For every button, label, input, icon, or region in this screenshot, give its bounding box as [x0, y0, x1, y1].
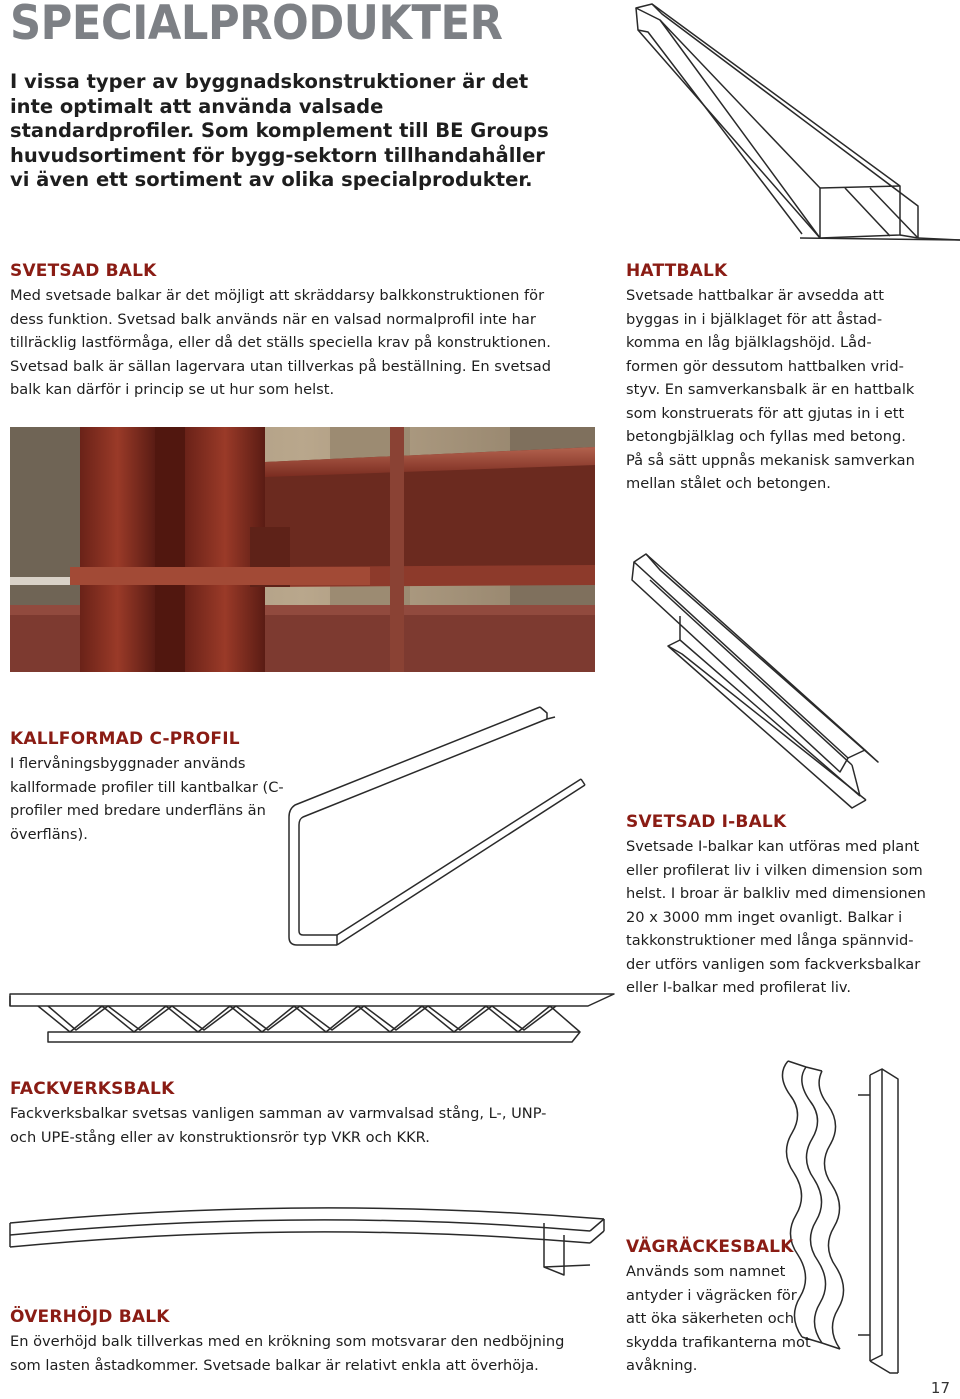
vagrackesbalk-heading: VÄGRÄCKESBALK	[626, 1237, 794, 1257]
svetsad-i-balk-text: Svetsade I-balkar kan utföras med plant eller profilerat liv i vilken dimension som helst. I broar är balkliv med dimensionen 20 x 3000 mm inget ovanligt. Balkar i takkonstruktioner med långa spännvid-der utförs vanligen som fackverksbalkar eller I-balkar med profilerat liv.	[626, 838, 926, 996]
overhojd-balk-text: En överhöjd balk tillverkas med en krökning som motsvarar den nedböjning som lasten åstadkommer. Svetsade balkar är relativt enkla att överhöja.	[10, 1333, 565, 1374]
steel-beam-photo	[10, 427, 595, 672]
fackverksbalk-text: Fackverksbalkar svetsas vanligen samman av varmvalsad stång, L-, UNP- och UPE-stång eller av konstruktionsrör typ VKR och KKR.	[10, 1105, 547, 1146]
svetsad-balk-text: Med svetsade balkar är det möjligt att skräddarsy balkkonstruktionen för dess funktion. Svetsad balk används när en valsad normalprofil inte har tillräcklig lastförmåga, eller då det ställs speciella krav på konstruktionen. Svetsad balk är sällan lagervara utan tillverkas på beställning. En svetsad balk kan därför i princip se ut hur som helst.	[10, 287, 551, 398]
kallformad-heading: KALLFORMAD C-PROFIL	[10, 729, 240, 749]
fackverksbalk-heading: FACKVERKSBALK	[10, 1079, 175, 1099]
overhojd-balk-heading: ÖVERHÖJD BALK	[10, 1307, 170, 1327]
kallformad-text: I flervåningsbyggnader används kallformade profiler till kantbalkar (C-profiler med bredare underfläns än överfläns).	[10, 755, 284, 843]
overhojd-balk-illustration	[4, 1195, 614, 1285]
intro-paragraph: I vissa typer av byggnadskonstruktioner är det inte optimalt att använda valsade standardprofiler. Som komplement till BE Groups huvudsortiment för bygg-sektorn tillhandahåller vi även ett sortiment av olika specialprodukter.	[10, 70, 549, 191]
page-number: 17	[930, 1379, 950, 1397]
svetsad-i-balk-illustration	[620, 550, 920, 810]
hattbalk-heading: HATTBALK	[626, 261, 728, 281]
hattbalk-text: Svetsade hattbalkar är avsedda att byggas in i bjälklaget för att åstad-komma en låg bjälklagshöjd. Låd-formen gör dessutom hattbalken vrid-styv. En samverkansbalk är en hattbalk som konstruerats för att gjutas in i ett betongbjälklag och fyllas med betong. På så sätt uppnås mekanisk samverkan mellan stålet och betongen.	[626, 287, 915, 492]
svetsad-balk-heading: SVETSAD BALK	[10, 261, 157, 281]
svetsad-i-balk-heading: SVETSAD I-BALK	[626, 812, 787, 832]
vagrackesbalk-text: Används som namnet antyder i vägräcken för att öka säkerheten och skydda trafikanterna mot avåkning.	[626, 1263, 811, 1374]
hattbalk-illustration	[600, 0, 960, 245]
page-title: SPECIALPRODUKTER	[10, 0, 503, 51]
c-profil-illustration	[285, 695, 590, 955]
fackverksbalk-illustration	[8, 990, 618, 1048]
